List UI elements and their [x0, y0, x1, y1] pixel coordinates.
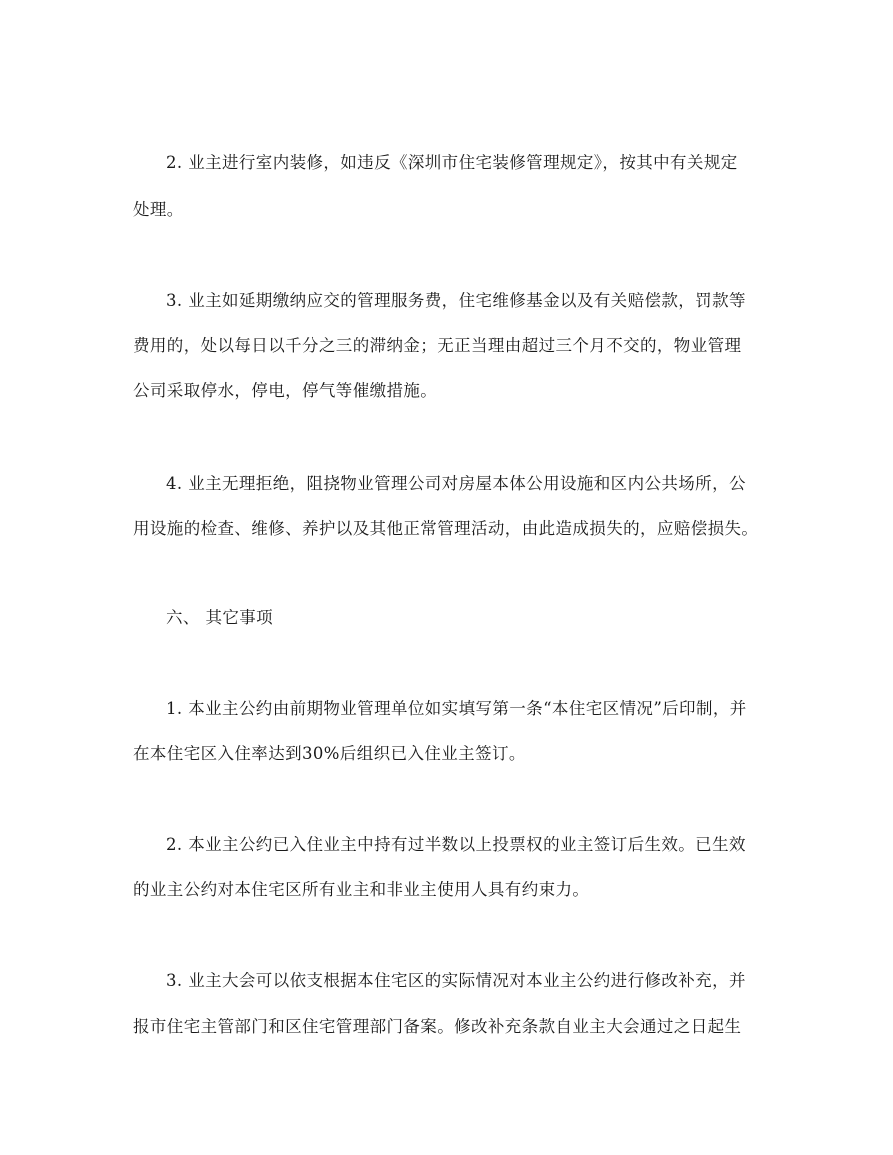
paragraph-6-2-line-2: 的业主公约对本住宅区所有业主和非业主使用人具有约束力。: [133, 880, 590, 899]
paragraph-2-line-2: 处理。: [133, 200, 184, 219]
paragraph-4-line-2: 用设施的检查、维修、养护以及其他正常管理活动，由此造成损失的，应赔偿损失。: [133, 519, 759, 538]
paragraph-3-line-3: 公司采取停水，停电，停气等催缴措施。: [133, 381, 438, 400]
paragraph-6-1-line-2: 在本住宅区入住率达到30%后组织已入住业主签订。: [133, 744, 526, 763]
paragraph-3-line-1: 3. 业主如延期缴纳应交的管理服务费，住宅维修基金以及有关赔偿款，罚款等: [166, 291, 746, 310]
paragraph-6-1-line-1: 1. 本业主公约由前期物业管理单位如实填写第一条“本住宅区情况”后印制，并: [166, 699, 747, 718]
paragraph-2-line-1: 2. 业主进行室内装修，如违反《深圳市住宅装修管理规定》，按其中有关规定: [166, 153, 738, 172]
paragraph-3-line-2: 费用的，处以每日以千分之三的滞纳金；无正当理由超过三个月不交的，物业管理: [133, 336, 742, 355]
paragraph-6-2-line-1: 2. 本业主公约已入住业主中持有过半数以上投票权的业主签订后生效。已生效: [166, 835, 746, 854]
paragraph-4-line-1: 4. 业主无理拒绝，阻挠物业管理公司对房屋本体公用设施和区内公共场所，公: [166, 474, 746, 493]
paragraph-6-3-line-1: 3. 业主大会可以依支根据本住宅区的实际情况对本业主公约进行修改补充，并: [166, 971, 746, 990]
paragraph-6-3-line-2: 报市住宅主管部门和区住宅管理部门备案。修改补充条款自业主大会通过之日起生: [133, 1017, 742, 1036]
section-heading: 六、 其它事项: [166, 608, 274, 627]
